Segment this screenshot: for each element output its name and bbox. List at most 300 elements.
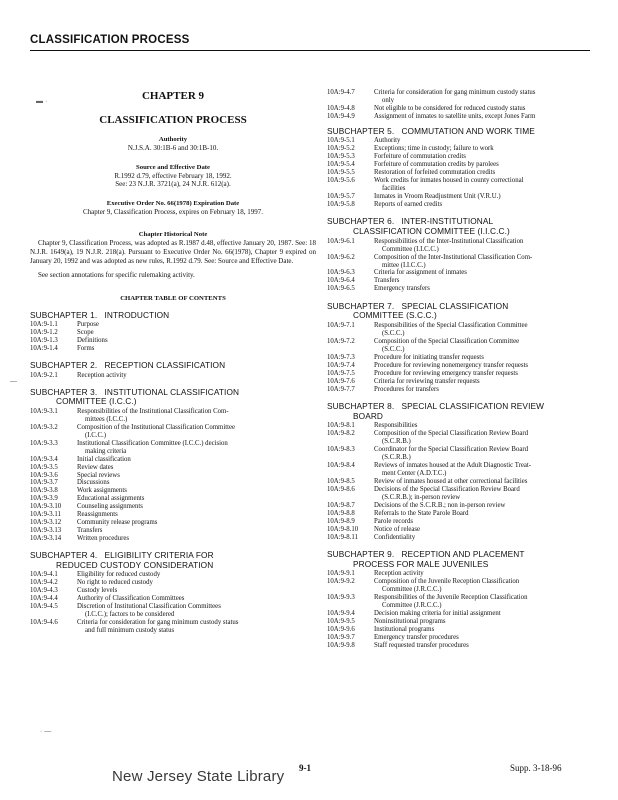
right-subchapters (327, 127, 589, 650)
section-title-text: Custody levels (77, 587, 118, 595)
section-number: 10A:9-5.4 (327, 161, 355, 169)
toc-entry (327, 486, 589, 502)
toc-entry (30, 603, 316, 619)
section-title-text: Coordinator for the Special Classification Review Board (374, 446, 529, 454)
section-title (374, 362, 589, 370)
toc-entry (30, 519, 316, 527)
section-title (374, 478, 589, 486)
section-title (77, 456, 316, 464)
toc-entry (327, 478, 589, 486)
subchapter-heading-line: SUBCHAPTER 7. SPECIAL CLASSIFICATION (327, 300, 509, 311)
section-title-text: Discretion of Institutional Classification Committees (77, 603, 221, 611)
section-title-text: Assignment of inmates to satellite units, except Jones Farm (374, 112, 536, 120)
toc-entry (327, 169, 589, 177)
toc-entry (327, 430, 589, 446)
section-title (77, 487, 316, 495)
section-title (374, 386, 589, 394)
toc-entry (327, 370, 589, 378)
section-number: 10A:9-1.3 (30, 337, 58, 345)
section-title (77, 503, 316, 511)
section-title (77, 408, 316, 424)
section-title (77, 519, 316, 527)
toc-entry (30, 337, 316, 345)
toc-entry (30, 408, 316, 424)
section-title-text: Composition of the Special Classification Committee (374, 337, 520, 345)
subchapter-entries (327, 322, 589, 394)
section-title (374, 570, 589, 578)
section-title (374, 354, 589, 362)
section-title-text: Criteria for consideration for gang minimum custody status (77, 619, 239, 626)
section-title-text: Definitions (77, 337, 108, 345)
toc-entry (327, 354, 589, 362)
toc-entry (327, 626, 589, 634)
section-number: 10A:9-7.3 (327, 353, 355, 361)
section-number: 10A:9-7.1 (327, 322, 355, 330)
toc-entry (327, 113, 589, 121)
margin-mark: · — (40, 728, 52, 735)
section-title (77, 595, 316, 603)
section-title-text: Procedure for reviewing nonemergency transfer requests (374, 361, 529, 369)
section-number: 10A:9-8.3 (327, 446, 355, 454)
subchapter-entries (327, 422, 589, 541)
section-title-text: Forfeiture of commutation credits by parolees (374, 161, 499, 169)
toc-entry (30, 579, 316, 587)
section-title-text: Responsibilities of the Special Classification Committee (374, 322, 528, 330)
section-title (374, 338, 589, 354)
section-title-text: Review dates (77, 463, 114, 471)
section-title-text: Emergency transfer procedures (374, 633, 459, 641)
chapter-title: CLASSIFICATION PROCESS (99, 114, 247, 126)
section-number: 10A:9-5.5 (327, 169, 355, 177)
section-title-text: Special reviews (77, 471, 120, 479)
section-title (77, 345, 316, 353)
subchapter-entries (30, 372, 316, 380)
section-title-text: Written procedures (77, 535, 130, 543)
toc-entry (327, 201, 589, 209)
section-number: 10A:9-9.1 (327, 570, 355, 578)
toc-entry (30, 535, 316, 543)
section-number: 10A:9-3.2 (30, 423, 58, 431)
section-number: 10A:9-9.4 (327, 610, 355, 618)
toc-entry (30, 487, 316, 495)
subchapter-heading (327, 550, 589, 569)
toc-entry (327, 378, 589, 386)
toc-entry (327, 277, 589, 285)
section-title (374, 277, 589, 285)
section-number: 10A:9-7.4 (327, 361, 355, 369)
section-title-text: Review of inmates housed at other correctional facilities (374, 477, 528, 485)
section-title (77, 372, 316, 380)
section-title-text: Eligibility for reduced custody (77, 571, 161, 579)
section-number: 10A:9-4.6 (30, 619, 58, 626)
section-number: 10A:9-4.4 (30, 595, 58, 603)
section-title-text: Work credits for inmates housed in county correctional (374, 177, 524, 185)
section-number: 10A:9-3.8 (30, 487, 58, 495)
section-title (374, 201, 589, 209)
section-title (374, 446, 589, 462)
section-number: 10A:9-6.4 (327, 277, 355, 285)
section-title-continuation: (I.C.C.); factors to be considered (85, 611, 175, 619)
section-number: 10A:9-7.6 (327, 377, 355, 385)
history-heading: Chapter Historical Note (138, 231, 208, 239)
section-title-text: Counseling assignments (77, 503, 143, 511)
subchapter-entries (30, 571, 316, 635)
executive-order-text: Chapter 9, Classification Process, expires on February 18, 1997. (82, 207, 264, 216)
section-title-text: Transfers (77, 527, 103, 535)
running-head: CLASSIFICATION PROCESS (30, 34, 190, 46)
section-title-text: Composition of the Special Classification Review Board (374, 430, 529, 438)
section-title (77, 619, 316, 635)
section-title (77, 337, 316, 345)
section-title (374, 534, 589, 542)
section-title-text: Responsibilities of the Juvenile Reception Classification (374, 594, 528, 602)
section-number: 10A:9-8.1 (327, 422, 355, 430)
section-title (77, 535, 316, 543)
section-title (374, 254, 589, 270)
section-title-text: Forms (77, 345, 95, 353)
section-title (374, 462, 589, 478)
section-title-text: Forfeiture of commutation credits (374, 153, 466, 161)
toc-entry (327, 145, 589, 153)
toc-entry (30, 329, 316, 337)
section-title (77, 440, 316, 456)
section-title-text: Responsibilities of the Inter-Institutional Classification (374, 237, 524, 245)
section-title (374, 502, 589, 510)
section-title-continuation: (S.C.R.B.) (382, 454, 411, 462)
authority-heading: Authority (158, 136, 188, 143)
section-title-text: Procedures for transfers (374, 385, 439, 393)
subchapter-heading (30, 551, 316, 570)
section-title (374, 285, 589, 293)
section-number: 10A:9-8.7 (327, 501, 355, 509)
section-title-continuation: (S.C.C.) (382, 329, 405, 337)
section-title-text: Reports of earned credits (374, 201, 443, 209)
section-title-continuation: mittee (I.I.C.C.) (382, 261, 426, 269)
section-number: 10A:9-4.7 (327, 89, 355, 96)
section-title (374, 113, 589, 121)
section-title-continuation: (I.C.C.) (85, 431, 106, 439)
section-number: 10A:9-8.2 (327, 430, 355, 438)
section-title-text: Criteria for assignment of inmates (374, 269, 467, 277)
section-number: 10A:9-3.5 (30, 463, 58, 471)
section-title (374, 269, 589, 277)
subchapter-heading (30, 388, 316, 407)
toc-entry (30, 479, 316, 487)
section-number: 10A:9-1.1 (30, 321, 58, 329)
section-title-text: Composition of the Juvenile Reception Classification (374, 578, 520, 586)
section-title-text: Purpose (77, 321, 99, 329)
section-title (77, 472, 316, 480)
page-number: 9-1 (299, 763, 311, 773)
section-title (374, 578, 589, 594)
header-rule (30, 50, 590, 51)
subchapter-heading-line: SUBCHAPTER 9. RECEPTION AND PLACEMENT (327, 549, 525, 560)
section-title-text: Responsibilities of the Institutional Classification Com- (77, 407, 229, 415)
section-number: 10A:9-5.8 (327, 201, 355, 209)
subchapter-heading-line: SUBCHAPTER 3. INSTITUTIONAL CLASSIFICATION (30, 386, 240, 397)
section-title-text: Composition of the Inter-Institutional Classification Com- (374, 253, 533, 261)
section-number: 10A:9-6.2 (327, 253, 355, 261)
toc-entry (30, 456, 316, 464)
section-title-text: Initial classification (77, 455, 131, 463)
section-number: 10A:9-8.5 (327, 477, 355, 485)
section-title (374, 526, 589, 534)
section-title (374, 378, 589, 386)
toc-entry (327, 462, 589, 478)
toc-entry (327, 105, 589, 113)
left-subchapters (30, 311, 316, 635)
toc-entry (30, 372, 316, 380)
toc-entry (30, 571, 316, 579)
section-title (77, 511, 316, 519)
subchapter-heading-line: SUBCHAPTER 1. INTRODUCTION (30, 309, 170, 320)
toc-entry (30, 527, 316, 535)
section-title-text: Restoration of forfeited commutation credits (374, 169, 496, 177)
section-number: 10A:9-4.8 (327, 104, 355, 112)
section-title-text: Community release programs (77, 519, 158, 527)
section-title (374, 518, 589, 526)
history-annotation: See section annotations for specific rulemaking activity. (38, 271, 195, 280)
section-number: 10A:9-5.6 (327, 177, 355, 185)
section-number: 10A:9-6.1 (327, 237, 355, 245)
toc-entry (327, 578, 589, 594)
toc-entry (30, 424, 316, 440)
section-number: 10A:9-7.5 (327, 369, 355, 377)
section-title (374, 177, 589, 193)
section-title-continuation: mittees (I.C.C.) (85, 415, 128, 423)
section-title (77, 464, 316, 472)
section-title (374, 193, 589, 201)
section-number: 10A:9-4.3 (30, 587, 58, 595)
toc-entry (30, 345, 316, 353)
section-title-continuation: Committee (J.R.C.C.) (382, 586, 442, 594)
section-title-continuation: and full minimum custody status (85, 626, 175, 634)
section-number: 10A:9-3.10 (30, 503, 62, 511)
section-title-text: Educational assignments (77, 495, 145, 503)
section-number: 10A:9-6.5 (327, 285, 355, 293)
toc-entry (327, 338, 589, 354)
section-number: 10A:9-3.7 (30, 479, 58, 487)
toc-entry (327, 177, 589, 193)
toc-heading: CHAPTER TABLE OF CONTENTS (120, 294, 226, 302)
toc-entry (327, 285, 589, 293)
toc-entry (327, 518, 589, 526)
toc-entry (327, 510, 589, 518)
section-title-text: Responsibilities (374, 422, 418, 430)
section-number: 10A:9-9.6 (327, 625, 355, 633)
section-number: 10A:9-8.9 (327, 517, 355, 525)
section-number: 10A:9-3.4 (30, 455, 58, 463)
toc-entry (30, 321, 316, 329)
chapter-label: CHAPTER 9 (141, 90, 205, 102)
toc-entry (30, 587, 316, 595)
section-number: 10A:9-4.5 (30, 603, 58, 611)
subchapter-heading (327, 302, 589, 321)
section-number: 10A:9-3.6 (30, 471, 58, 479)
section-title (374, 594, 589, 610)
section-number: 10A:9-9.8 (327, 641, 355, 649)
section-title (374, 486, 589, 502)
toc-entry (30, 495, 316, 503)
section-title (374, 642, 589, 650)
section-title-text: Criteria for reviewing transfer requests (374, 377, 480, 385)
section-number: 10A:9-5.1 (327, 137, 355, 145)
section-title-text: Authority of Classification Committees (77, 595, 185, 603)
source-line-2: See: 23 N.J.R. 3721(a), 24 N.J.R. 612(a). (115, 180, 231, 189)
subchapter-heading-line: SUBCHAPTER 8. SPECIAL CLASSIFICATION REVIEW (327, 401, 545, 412)
subchapter-heading-line: BOARD (353, 410, 384, 421)
section-title-text: Exceptions; time in custody; failure to work (374, 145, 494, 153)
toc-entry (327, 570, 589, 578)
subchapter-heading (30, 311, 316, 321)
toc-entry (30, 464, 316, 472)
toc-entry (327, 526, 589, 534)
toc-entry (327, 502, 589, 510)
toc-entry (30, 619, 316, 635)
toc-entry (327, 153, 589, 161)
section-number: 10A:9-1.4 (30, 345, 58, 353)
section-title (374, 370, 589, 378)
section-title-text: Reviews of inmates housed at the Adult Diagnostic Treat- (374, 462, 532, 470)
toc-entry (327, 446, 589, 462)
toc-entry (327, 642, 589, 650)
toc-entry (327, 161, 589, 169)
section-number: 10A:9-2.1 (30, 371, 58, 379)
section-title-text: Discussions (77, 479, 110, 487)
toc-entry (327, 534, 589, 542)
section-title-continuation: (S.C.R.B.); in-person review (382, 493, 461, 501)
toc-entry (327, 618, 589, 626)
section-title-text: Staff requested transfer procedures (374, 641, 469, 649)
section-title (374, 618, 589, 626)
right-top-entries (327, 89, 589, 121)
section-title-text: Decision making criteria for initial assignment (374, 610, 501, 618)
section-title (374, 105, 589, 113)
margin-mark: ▬ · (36, 98, 48, 105)
section-title-text: Inmates in Vroom Readjustment Unit (V.R.U.) (374, 193, 501, 201)
section-number: 10A:9-8.4 (327, 462, 355, 470)
section-title-text: Reception activity (77, 371, 127, 379)
subchapter-entries (30, 408, 316, 543)
section-title (374, 137, 589, 145)
section-title-text: Scope (77, 329, 94, 337)
section-title-text: Parole records (374, 517, 414, 525)
toc-entry (30, 472, 316, 480)
toc-entry (327, 269, 589, 277)
right-column (327, 88, 589, 650)
section-title (77, 571, 316, 579)
section-title (374, 422, 589, 430)
section-number: 10A:9-4.9 (327, 112, 355, 120)
section-title-text: Criteria for consideration for gang minimum custody status (374, 89, 536, 96)
section-number: 10A:9-4.2 (30, 579, 58, 587)
authority-text: N.J.S.A. 30:1B-6 and 30:1B-10. (127, 144, 219, 152)
section-title (374, 634, 589, 642)
subchapter-heading (327, 127, 589, 137)
section-title-continuation: (S.C.C.) (382, 345, 405, 353)
toc-entry (30, 503, 316, 511)
toc-entry (327, 322, 589, 338)
toc-entry (327, 386, 589, 394)
section-number: 10A:9-1.2 (30, 329, 58, 337)
toc-entry (30, 440, 316, 456)
section-title-continuation: Committee (I.I.C.C.) (382, 245, 439, 253)
section-title-text: Not eligible to be considered for reduced custody status (374, 104, 526, 112)
subchapter-heading-line: SUBCHAPTER 2. RECEPTION CLASSIFICATION (30, 360, 226, 371)
section-title (374, 145, 589, 153)
subchapter-entries (327, 238, 589, 294)
section-number: 10A:9-3.14 (30, 535, 62, 543)
section-title-text: Emergency transfers (374, 285, 430, 293)
section-title-continuation: ment Center (A.D.T.C.) (382, 470, 447, 478)
section-number: 10A:9-4.1 (30, 571, 58, 579)
toc-entry (327, 610, 589, 618)
subchapter-heading-line: COMMITTEE (I.C.C.) (56, 396, 137, 407)
section-title-text: Transfers (374, 277, 400, 285)
section-title (374, 89, 589, 105)
section-title (374, 161, 589, 169)
section-number: 10A:9-8.11 (327, 533, 358, 541)
section-number: 10A:9-3.3 (30, 439, 58, 447)
section-number: 10A:9-5.2 (327, 145, 355, 153)
section-title (374, 322, 589, 338)
source-line-1: R.1992 d.79, effective February 18, 1992. (114, 171, 232, 180)
subchapter-heading-line: CLASSIFICATION COMMITTEE (I.I.C.C.) (353, 226, 510, 237)
toc-entry (327, 193, 589, 201)
source-heading: Source and Effective Date (136, 163, 210, 171)
toc-entry (30, 595, 316, 603)
subchapter-heading-line: SUBCHAPTER 4. ELIGIBILITY CRITERIA FOR (30, 550, 214, 561)
section-number: 10A:9-7.2 (327, 337, 355, 345)
history-text: Chapter 9, Classification Process, was adopted as R.1987 d.48, effective January 20, 1987. See: 18 N.J.R. 1649(a), 19 N.J.R. 218(a). Pursuant to Executive Order No. 66(1978), Chapter 9 expired on January 20, 1992 and was adopted as new rules, R.1992 d.79. See: Source and Effective Date. (30, 239, 316, 265)
left-column (30, 90, 316, 635)
section-title-text: Work assignments (77, 487, 127, 495)
section-number: 10A:9-5.7 (327, 193, 355, 201)
toc-entry (327, 634, 589, 642)
section-title-text: Procedure for reviewing emergency transfer requests (374, 369, 518, 377)
section-number: 10A:9-8.8 (327, 509, 355, 517)
section-title-text: Decisions of the Special Classification Review Board (374, 485, 520, 493)
subchapter-entries (327, 570, 589, 650)
section-title (374, 169, 589, 177)
section-number: 10A:9-8.10 (327, 525, 359, 533)
section-number: 10A:9-3.12 (30, 519, 62, 527)
subchapter-heading-line: SUBCHAPTER 5. COMMUTATION AND WORK TIME (327, 125, 535, 136)
subchapter-heading (327, 402, 589, 421)
subchapter-heading-line: REDUCED CUSTODY CONSIDERATION (56, 559, 214, 570)
section-number: 10A:9-9.2 (327, 578, 355, 586)
supplement-date: Supp. 3-18-96 (510, 763, 562, 773)
section-number: 10A:9-3.13 (30, 527, 62, 535)
section-title-continuation: making criteria (85, 447, 127, 455)
section-title (77, 479, 316, 487)
section-title (374, 510, 589, 518)
subchapter-heading-line: PROCESS FOR MALE JUVENILES (353, 558, 489, 569)
library-stamp: New Jersey State Library (112, 768, 285, 785)
subchapter-heading-line: SUBCHAPTER 6. INTER-INSTITUTIONAL (327, 216, 494, 227)
section-number: 10A:9-9.7 (327, 633, 355, 641)
toc-entry (327, 362, 589, 370)
section-title-continuation: facilities (382, 185, 406, 193)
toc-entry (327, 137, 589, 145)
section-title-text: Procedure for initiating transfer requests (374, 353, 484, 361)
section-number: 10A:9-3.11 (30, 511, 61, 519)
section-number: 10A:9-9.3 (327, 594, 355, 602)
margin-mark: — (10, 378, 17, 385)
section-title-text: Institutional Classification Committee (I.C.C.) decision (77, 439, 228, 447)
section-number: 10A:9-9.5 (327, 618, 355, 625)
section-title-text: Decisions of the S.C.R.B.; non in-person review (374, 501, 506, 509)
